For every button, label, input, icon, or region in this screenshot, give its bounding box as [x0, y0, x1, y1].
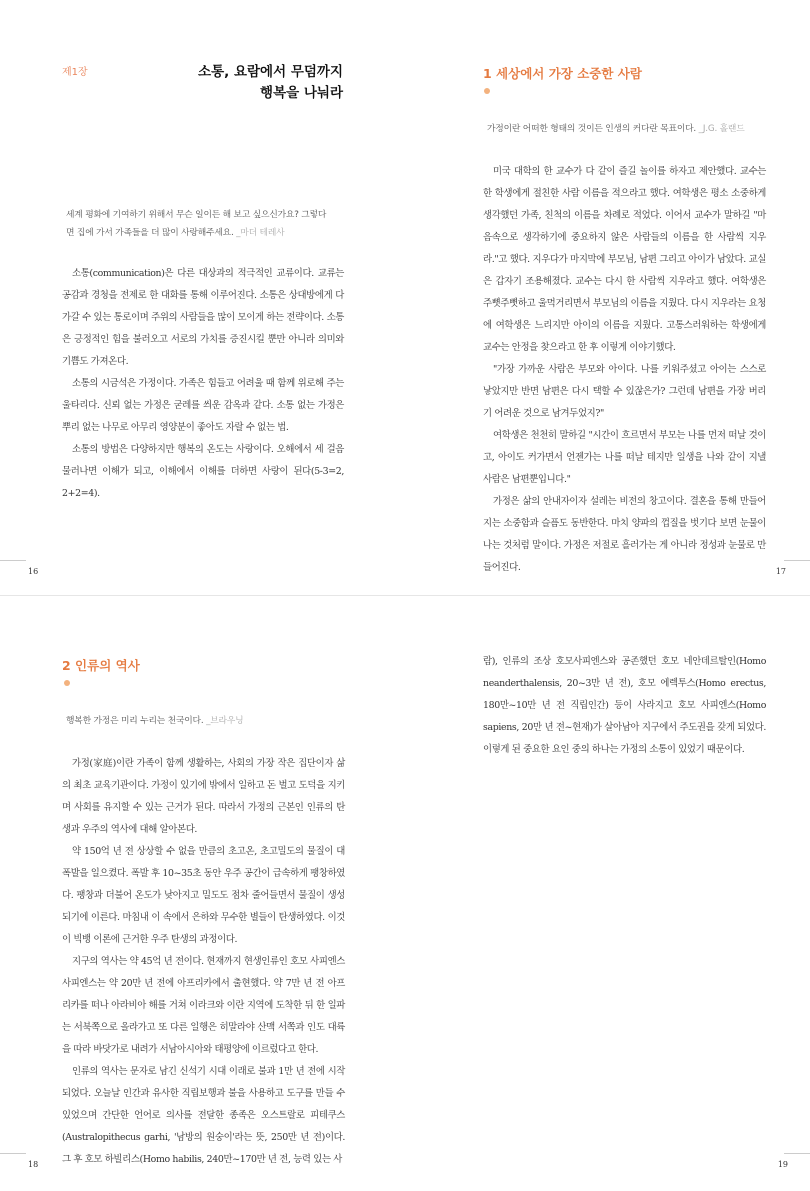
paragraph: 여학생은 천천히 말하길 "시간이 흐르면서 부모는 나를 먼저 떠날 것이고, 아이도 커가면서 언젠가는 나를 떠날 테지만 일생을 나와 같이 지낼 사람은 남편뿐입니다."	[483, 430, 766, 485]
paragraph: 람), 인류의 조상 호모사피엔스와 공존했던 호모 네안데르탈인(Homo neanderthalensis, 20~3만 년 전), 호모 에렉투스(Homo erectus, 180만~10만 년 전 직립인간) 등이 사라지고 호모 사피엔스(Homo sapiens, 20만 년 전~현재)가 살아남아 지구에서 주도권을 갖게 되었다. 이렇게 된 중요한 요인 중의 하나는 가정의 소통이 있었기 때문이다.	[483, 656, 766, 755]
chapter-title-line2: 행복을 나눠라	[260, 85, 343, 101]
page-number-rule	[784, 1153, 810, 1154]
page-number-rule	[0, 560, 26, 561]
section-title: 2 인류의 역사	[62, 658, 140, 673]
quote-author: _마더 테레사	[236, 228, 285, 238]
page-number: 16	[28, 567, 39, 576]
body-text	[62, 753, 345, 1171]
paragraph: 약 150억 년 전 상상할 수 없을 만큼의 초고온, 초고밀도의 물질이 대폭발을 일으켰다. 폭발 후 10~35초 동안 우주 공간이 급속하게 팽창하였다. 팽창과 더불어 온도가 낮아지고 밀도도 점차 줄어들면서 물질이 생성되기에 이른다. 마침내 이 속에서 은하와 무수한 별들이 탄생하였다. 이것이 빅뱅 이론에 근거한 우주 탄생의 과정이다.	[62, 846, 345, 945]
epigraph-quote	[66, 712, 356, 730]
body-text	[483, 651, 766, 761]
section-dot-icon	[64, 680, 70, 686]
paragraph: 인류의 역사는 문자로 남긴 신석기 시대 이래로 불과 1만 년 전에 시작되었다. 오늘날 인간과 유사한 직립보행과 불을 사용하고 도구를 만들 수 있었으며 간단한 언어로 의사를 전달한 종족은 오스트랄로 피테쿠스(Australopithecus garhi, '남방의 원숭이'라는 뜻, 250만 년 전)이다. 그 후 호모 하빌리스(Homo habilis, 240만~170만 년 전, 능력 있는 사	[62, 1066, 345, 1165]
quote-text: 가정이란 어떠한 형태의 것이든 인생의 커다란 목표이다.	[487, 124, 697, 134]
paragraph: 소통의 방법은 다양하지만 행복의 온도는 사랑이다. 오해에서 세 걸음 물러나면 이해가 되고, 이해에서 이해를 더하면 사랑이 된다(5-3=2, 2+2=4).	[62, 444, 344, 499]
quote-text: 행복한 가정은 미리 누리는 천국이다.	[66, 716, 204, 726]
paragraph: "가장 가까운 사람은 부모와 아이다. 나를 키워주셨고 아이는 스스로 낳았지만 반면 남편은 다시 택할 수 있잖은가? 그런데 남편을 가장 버리기 어려운 것으로 남겨두었지?"	[483, 364, 766, 419]
paragraph: 소통의 시금석은 가정이다. 가족은 힘들고 어려울 때 함께 위로해 주는 울타리다. 신뢰 없는 가정은 굳레를 씌운 감옥과 같다. 소통 없는 가정은 뿌리 없는 나무로 아무리 영양분이 좋아도 자랄 수 없는 법.	[62, 378, 344, 433]
body-text	[62, 263, 344, 505]
paragraph: 미국 대학의 한 교수가 다 같이 즐길 놀이를 하자고 제안했다. 교수는 한 학생에게 절친한 사람 이름을 적으라고 했다. 여학생은 평소 소중하게 생각했던 가족, 친척의 이름을 차례로 적었다. 이어서 교수가 말하길 "마음속으로 생각하기에 중요하지 않은 사람들의 이름을 한 사람씩 지우라."고 했다. 지우다가 마지막에 부모님, 남편 그리고 아이가 남았다. 교실은 갑자기 조용해졌다. 교수는 다시 한 사람씩 지우라고 했다. 여학생은 주뼛주뼛하고 울먹거리면서 부모님의 이름을 지웠다. 다시 지우라는 요청에 여학생은 느리지만 아이의 이름을 지웠다. 고통스러워하는 학생에게 교수는 안정을 찾으라고 한 후 이렇게 이야기했다.	[483, 166, 766, 353]
paragraph: 가정은 삶의 안내자이자 설레는 비전의 창고이다. 결혼을 통해 만들어지는 소중함과 슬픔도 동반한다. 마치 양파의 껍질을 벗기다 보면 눈물이 나는 것처럼 말이다. 가정은 저절로 흘러가는 게 아니라 정성과 눈물로 만들어진다.	[483, 496, 766, 573]
page-16	[0, 0, 405, 595]
page-18	[0, 596, 405, 1191]
body-text	[483, 161, 766, 579]
chapter-title-line1: 소통, 요람에서 무덤까지	[198, 64, 343, 80]
page-number: 17	[775, 567, 786, 576]
paragraph: 지구의 역사는 약 45억 년 전이다. 현재까지 현생인류인 호모 사피엔스 사피엔스는 약 20만 년 전에 아프리카에서 출현했다. 약 7만 년 전 아프리카를 떠나 아라비아 해를 거쳐 이라크와 이란 지역에 도착한 뒤 한 일파는 서북쪽으로 올라가고 또 다른 일행은 히말라야 산맥 서쪽과 인도 대륙을 따라 바닷가로 내려가 서남아시아와 태평양에 이르렀다고 한다.	[62, 956, 345, 1055]
section-dot-icon	[484, 88, 490, 94]
chapter-label: 제1장	[62, 67, 88, 78]
page-number: 18	[28, 1160, 39, 1169]
page-number: 19	[777, 1160, 788, 1169]
quote-line2: 면 집에 가서 가족들을 더 많이 사랑해주세요.	[66, 228, 234, 238]
quote-author: _브라우닝	[206, 716, 244, 726]
page-number-rule	[0, 1153, 26, 1154]
paragraph: 소통(communication)은 다른 대상과의 적극적인 교류이다. 교류는 공감과 경청을 전제로 한 대화를 통해 이루어진다. 소통은 상대방에게 다가갈 수 있는 통로이며 주위의 사람들을 많이 모이게 하는 전략이다. 소통은 긍정적인 힘을 불러오고 서로의 가치를 증진시킬 뿐만 아니라 의미와 기쁨도 가져온다.	[62, 268, 344, 367]
page-19	[405, 596, 810, 1191]
page-number-rule	[784, 560, 810, 561]
epigraph-quote	[66, 206, 356, 242]
quote-author: _J.G. 홀랜드	[698, 124, 745, 134]
section-title: 1 세상에서 가장 소중한 사람	[483, 66, 642, 81]
epigraph-quote	[487, 120, 777, 138]
page-17	[405, 0, 810, 595]
chapter-title	[198, 62, 343, 104]
paragraph: 가정(家庭)이란 가족이 함께 생활하는, 사회의 가장 작은 집단이자 삶의 최초 교육기관이다. 가정이 있기에 밖에서 일하고 돈 벌고 도덕을 지키며 사회를 유지할 수 있는 근거가 된다. 따라서 가정의 근본인 인류의 탄생과 우주의 역사에 대해 알아본다.	[62, 758, 345, 835]
quote-line1: 세계 평화에 기여하기 위해서 무슨 일이든 해 보고 싶으신가요? 그렇다	[66, 210, 327, 220]
